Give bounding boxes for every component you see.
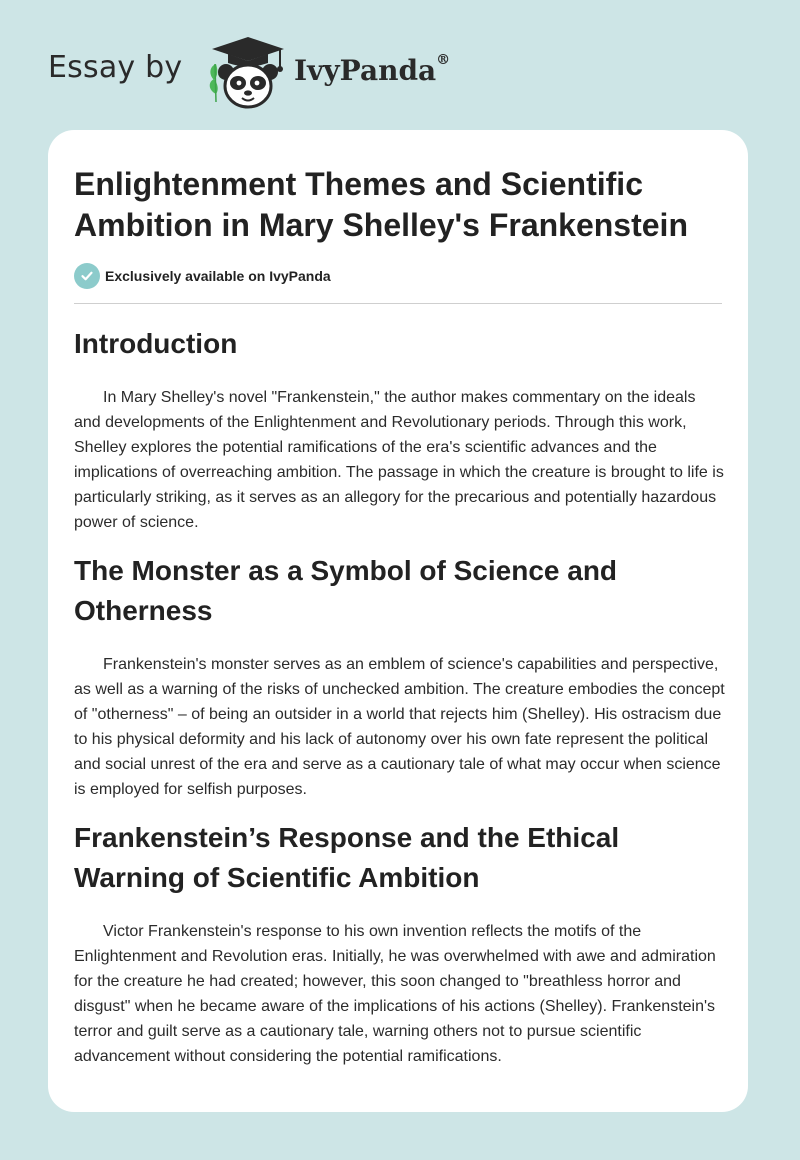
section-body-introduction: In Mary Shelley's novel "Frankenstein," the author makes commentary on the ideals and developments of the Enlightenment and Revolutionary periods. Through this work, Shelley explores the potential ramifications of the era's scientific advances and the implications of overreaching ambition. The passage in which the creature is brought to life is particularly striking, as it serves as an allegory for the precarious and potentially hazardous power of science. bbox=[74, 389, 724, 531]
divider bbox=[74, 303, 722, 304]
essay-title: Enlightenment Themes and Scientific Ambition in Mary Shelley's Frankenstein bbox=[74, 166, 688, 243]
panda-graduate-icon[interactable] bbox=[204, 34, 290, 110]
brand-name-text: IvyPanda bbox=[294, 54, 437, 87]
brand-name[interactable] bbox=[294, 54, 450, 87]
exclusive-badge bbox=[74, 263, 331, 289]
registered-mark: ® bbox=[436, 52, 451, 68]
check-icon bbox=[74, 263, 100, 289]
section-heading-monster: The Monster as a Symbol of Science and Otherness bbox=[74, 555, 618, 626]
section-body-monster: Frankenstein's monster serves as an emblem of science's capabilities and perspective, as well as a warning of the risks of unchecked ambition. The creature embodies the concept of "otherness" – of being an outsider in a world that rejects him (Shelley). His ostracism due to his physical deformity and his lack of autonomy over his own fate represent the political and social unrest of the era and serve as a cautionary tale of what may occur when science is employed for selfish purposes. bbox=[74, 656, 725, 798]
brand-prefix: Essay by bbox=[48, 50, 183, 85]
essay-card bbox=[48, 130, 748, 1112]
section-body-response: Victor Frankenstein's response to his own invention reflects the motifs of the Enlightenment and Revolution eras. Initially, he was overwhelmed with awe and admiration for the creature he had created; however, this soon changed to "breathless horror and disgust" when he became aware of the implications of his actions (Shelley). Frankenstein's terror and guilt serve as a cautionary tale, warning others not to pursue scientific advancement without considering the potential ramifications. bbox=[74, 923, 716, 1065]
section-heading-introduction: Introduction bbox=[74, 328, 238, 359]
section-heading-response: Frankenstein’s Response and the Ethical Warning of Scientific Ambition bbox=[74, 822, 620, 893]
badge-text: Exclusively available on IvyPanda bbox=[105, 268, 331, 284]
site-header bbox=[48, 34, 508, 114]
